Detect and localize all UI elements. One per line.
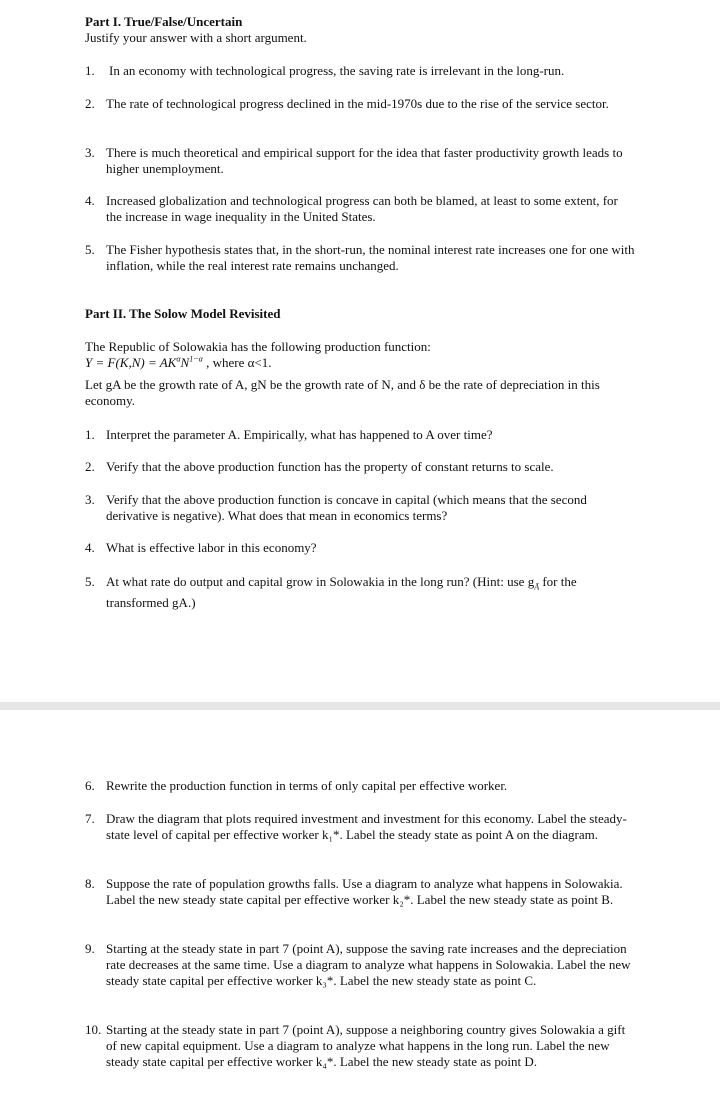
question-number: 4. xyxy=(85,193,95,208)
question-number: 6. xyxy=(85,778,95,793)
part1-title: Part I. True/False/Uncertain xyxy=(85,14,243,29)
question-number: 2. xyxy=(85,96,95,111)
question-number: 1. xyxy=(85,427,95,442)
page-divider xyxy=(0,702,720,710)
question-number: 1. xyxy=(85,63,95,78)
question-text: What is effective labor in this economy? xyxy=(106,540,317,555)
question-text-hint xyxy=(106,574,636,590)
question-number: 7. xyxy=(85,811,95,826)
question-text: Suppose the rate of population growths falls. Use a diagram to analyze what happens in Solowakia. Label the new steady state capital per effective worker k₂*. Label the new steady state as point B. xyxy=(106,876,623,907)
question-text: Starting at the steady state in part 7 (point A), suppose a neighboring country gives Solowakia a gift of new capital equipment. Use a diagram to analyze what happens in the long run. Label the new steady state capital per effective worker k₄*. Label the new steady state as point D. xyxy=(106,1022,626,1069)
equation-exponent-alpha: α xyxy=(176,354,181,364)
question-text: Rewrite the production function in terms of only capital per effective worker. xyxy=(106,778,508,793)
question-text: Draw the diagram that plots required investment and investment for this economy. Label the steady-state level of capital per effective worker k₁*. Label the steady state as point A on the diagram. xyxy=(106,811,627,842)
equation-lhs: Y = F(K,N) = AK xyxy=(85,355,177,370)
question-text-end: for the xyxy=(539,574,577,589)
question-number: 4. xyxy=(85,540,95,555)
question-number: 3. xyxy=(85,145,95,160)
question-number: 5. xyxy=(85,574,95,589)
part1-instruction: Justify your answer with a short argument. xyxy=(85,30,307,45)
equation-labor: N xyxy=(180,355,190,370)
question-text: Starting at the steady state in part 7 (point A), suppose the saving rate increases and the depreciation rate decreases at the same time. Use a diagram to analyze what happens in Solowakia. Label the new steady state capital per effective worker k₃*. Label the new steady state as point C. xyxy=(106,941,631,988)
equation-exponent-one-minus-alpha: 1−α xyxy=(189,354,203,364)
page-2 xyxy=(0,710,720,1108)
question-text: Verify that the above production function has the property of constant returns to scale. xyxy=(106,459,554,474)
part2-title: Part II. The Solow Model Revisited xyxy=(85,306,281,321)
question-number: 9. xyxy=(85,941,95,956)
production-function-equation xyxy=(85,355,645,371)
question-number: 8. xyxy=(85,876,95,891)
question-text: Increased globalization and technological progress can both be blamed, at least to some extent, for the increase in wage inequality in the United States. xyxy=(106,193,618,224)
hint-subscript: Ā xyxy=(534,582,540,592)
question-number: 3. xyxy=(85,492,95,507)
question-number: 10. xyxy=(85,1022,102,1037)
question-text: There is much theoretical and empirical support for the idea that faster productivity growth leads to higher unemployment. xyxy=(106,145,623,176)
question-text: In an economy with technological progress, the saving rate is irrelevant in the long-run. xyxy=(109,63,565,78)
part2-let-text: Let gA be the growth rate of A, gN be the growth rate of N, and δ be the rate of depreciation in this economy. xyxy=(85,377,600,408)
question-text: The Fisher hypothesis states that, in the short-run, the nominal interest rate increases one for one with inflation, while the real interest rate remains unchanged. xyxy=(106,242,635,273)
question-number: 2. xyxy=(85,459,95,474)
question-text: Interpret the parameter A. Empirically, what has happened to A over time? xyxy=(106,427,493,442)
question-text: At what rate do output and capital grow in Solowakia in the long run? (Hint: use g xyxy=(106,574,535,589)
equation-tail: , where α<1. xyxy=(202,355,272,370)
question-text-line2: transformed gA.) xyxy=(106,595,196,610)
question-text: The rate of technological progress declined in the mid-1970s due to the rise of the service sector. xyxy=(106,96,609,111)
question-number: 5. xyxy=(85,242,95,257)
part2-intro: The Republic of Solowakia has the following production function: xyxy=(85,339,431,354)
question-text: Verify that the above production function is concave in capital (which means that the second derivative is negative). What does that mean in economics terms? xyxy=(106,492,587,523)
